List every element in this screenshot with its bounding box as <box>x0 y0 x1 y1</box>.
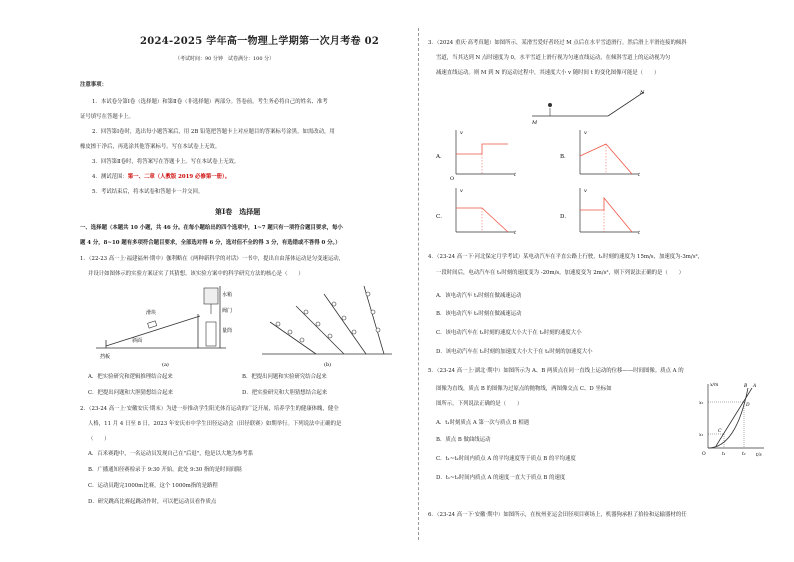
graph-d-label: D． <box>560 214 570 220</box>
q5-b: B <box>744 384 748 389</box>
q4-line-2: 一段时间后，电动汽车在 t₂时刻的速度变为 -20m/s，加速度变为 2m/s²，则下列说法正确的是（ ） <box>436 270 684 276</box>
q1-figure <box>92 282 402 368</box>
q5-ylabel: x/m <box>710 383 719 388</box>
instructions-line-2: 题 4 分，8~10 题有多项符合题目要求，全部选对得 6 分，选对但不全的得 3 分，有选错或不答得 0 分。） <box>80 240 341 246</box>
q5-x1: x₁ <box>699 433 704 438</box>
note-2a: 2．回答第Ⅰ卷时，选出每小题答案后，用 2B 铅笔把答题卡上对应题目的答案标号涂黑。如需改动，用 <box>92 129 335 135</box>
note-4-prefix: 4．测试范围： <box>92 174 128 180</box>
exam-meta: （考试时间：90 分钟 试卷满分：100 分） <box>175 56 275 62</box>
q5-x2: x₂ <box>699 401 704 406</box>
fig-label-cylinder: 量筒 <box>222 328 233 334</box>
q5-option-d: D．t₁~t₂时间内质点 A 的速度一直大于质点 B 的速度 <box>436 475 566 481</box>
q5-line-1: 5．（23-24 高一上·湖北·期中）如图所示为 A、B 两质点在同一直线上运动的位移——时间图像。质点 A 的 <box>428 368 684 374</box>
q3-line-3: 减速直线运动。则 M 到 N 的运动过程中，其速度大小 v 随时间 t 的变化图像可能是（ ） <box>436 70 660 76</box>
notes-heading: 注意事项： <box>80 82 107 88</box>
note-4 <box>92 174 230 181</box>
note-1a: 1．本试卷分第Ⅰ卷（选择题）和第Ⅱ卷（非选择题）两部分。答卷前，考生务必将自己的姓名、准考 <box>92 99 328 105</box>
q2-line-2: 人格，11 月 4 日至 8 日，2023 年安庆市中学生田径运动会（田径联赛）如期举行。下列说法中正确的是 <box>88 421 342 427</box>
right-column <box>428 0 768 562</box>
q5-line-3: 图所示。下列说法正确的是（ ） <box>436 401 523 407</box>
q2-option-d: D．研究跳高比赛起跳动作时，可以把运动员看作质点 <box>88 499 217 505</box>
q5-t2: t₂ <box>742 452 746 457</box>
q1-line-1: 1．（22-23 高一上·福建福州·期中）伽利略在《两种新科学的对话》一书中，提出自由落体运动是匀变速运动， <box>80 256 344 262</box>
q1-option-c: C．把提出问题和大胆猜想结合起来 <box>88 390 173 396</box>
q5-option-a: A．t₁时刻质点 A 第一次与质点 B 相遇 <box>436 420 530 426</box>
instructions-line-1: 一、选择题（本题共 10 小题，共 46 分。在每小题给出的四个选项中，1~7 题只有一项符合题目要求，每小 <box>80 225 343 231</box>
q3-slope-figure <box>528 86 648 126</box>
note-2b: 橡皮擦干净后，再选涂其他答案标号。写在本试卷上无效。 <box>80 144 221 150</box>
q5-t1: t₁ <box>722 452 726 457</box>
q2-option-a: A．百米赛跑中，一名运动员发现自己在"后退"，他是以大地为参考系 <box>88 451 254 457</box>
q4-option-b: B．该电动汽车 t₂时刻在做减速运动 <box>436 311 522 317</box>
fig-label-slider: 滑块 <box>146 310 157 316</box>
left-column <box>80 0 410 562</box>
q4-option-c: C．该电动汽车在 t₁时刻的速度大小大于在 t₂时刻的速度大小 <box>436 330 582 336</box>
graph-a-t: t <box>514 172 517 178</box>
q5-c: C <box>718 429 722 434</box>
fig-label-a: (a) <box>162 362 169 368</box>
graph-a <box>435 130 517 182</box>
q2-option-b: B．广播通知径赛检录于 9:30 开始，此处 9:30 指的是时间间隔 <box>88 467 242 473</box>
q5-xt-graph <box>696 380 768 458</box>
fig-label-valve: 阀门 <box>222 308 233 314</box>
graph-c-v: v <box>460 188 463 194</box>
q5-xlabel: t/s <box>756 453 762 458</box>
q1-option-b: B．把提出问题和实验研究结合起来 <box>242 374 327 380</box>
q5-option-b: B．质点 B 做曲线运动 <box>436 437 491 443</box>
q3-graphs-right <box>558 126 678 236</box>
column-divider <box>418 28 419 540</box>
fig-label-b: (b) <box>324 362 332 368</box>
graph-d-t: t <box>638 230 641 236</box>
q2-line-1: 2．（23-24 高一上·安徽安庆·期末）为进一步推动学生阳光体育运动的广泛开展，培养学生的健康体魄，健全 <box>80 406 339 412</box>
graph-b-label: B． <box>560 154 570 160</box>
skier-icon <box>548 103 552 107</box>
graph-c <box>436 188 517 236</box>
graph-d-v: v <box>584 188 587 194</box>
q4-option-a: A．该电动汽车 t₁时刻在做减速运动 <box>436 293 522 299</box>
graph-a-o: O <box>450 176 455 182</box>
note-1b: 证号填写在答题卡上。 <box>80 114 134 120</box>
graph-d <box>560 188 641 236</box>
graph-a-label: A． <box>436 154 446 160</box>
q4-option-d: D．该电动汽车在 t₁时刻的加速度大小大于在 t₂时刻的加速度大小 <box>436 349 593 355</box>
q2-option-c: C．运动员跑完1000m比赛，这个 1000m指的是路程 <box>88 483 218 489</box>
q1-option-a: A．把实验研究和逻辑推理结合起来 <box>88 374 173 380</box>
point-m-label: M <box>532 120 538 126</box>
note-4-scope: 第一、二章（人教版 2019 必修第一册）。 <box>127 174 231 180</box>
point-n-label: N <box>640 90 645 96</box>
q2-line-3: （ ） <box>88 436 110 442</box>
q5-d: D <box>746 403 750 408</box>
q3-line-1: 3．（2024 重庆·高考真题）如图所示，某滑雪爱好者经过 M 点后在水平雪道滑行。然后滑上平滑连接的倾斜 <box>428 40 687 46</box>
fig-label-water: 水箱 <box>222 292 233 298</box>
graph-b-t: t <box>638 172 641 178</box>
q1-line-2: 并设计如图体示的实验方案证实了其猜想。该实验方案中的科学研究方法的核心是（ ） <box>88 271 304 277</box>
q4-line-1: 4．（23-24 高一下·河北保定月学考试）某电动汽车在平直公路上行驶，t₁时刻的速度为 15m/s，加速度为-3m/s²， <box>428 254 704 260</box>
note-3: 3．回答第Ⅱ卷时，将答案写在答题卡上。写在本试卷上无效。 <box>92 159 240 165</box>
q5-line-2: 图像为直线，质点 B 的图像为过原点的抛物线，两图像交点 C、D 坐标如 <box>436 386 612 392</box>
q3-line-2: 雪道，当其达到 N 点时速度为 0，水平雪道上滑行视为匀速直线运动，在倾斜雪道上的运动视为匀 <box>436 55 671 61</box>
q5-option-c: C．t₁~t₂时间内质点 A 的平均速度等于质点 B 的平均速度 <box>436 456 576 462</box>
page-title: 2024-2025 学年高一物理上学期第一次月考卷 02 <box>140 36 380 47</box>
graph-b <box>560 130 641 178</box>
q1-option-d: D．把实验研究和大胆猜想结合起来 <box>242 390 328 396</box>
graph-a-v: v <box>460 130 463 136</box>
q5-a: A <box>753 384 757 389</box>
graph-c-label: C． <box>436 214 446 220</box>
graph-b-v: v <box>584 130 587 136</box>
q6-line-1: 6．（23-24 高一下·安徽·期中）如图所示，在杭州亚运会田径项目赛场上，机器狗承担了拾捡和运输器材的任 <box>428 512 687 518</box>
fig-label-slope: 斜面 <box>132 338 143 344</box>
section-heading: 第Ⅰ卷 选择题 <box>215 207 261 216</box>
graph-c-t: t <box>514 230 517 236</box>
note-5: 5．考试结束后，将本试卷和答题卡一并交回。 <box>92 189 204 195</box>
fig-label-stop: 挡板 <box>100 354 111 360</box>
q5-origin: O <box>702 452 706 457</box>
